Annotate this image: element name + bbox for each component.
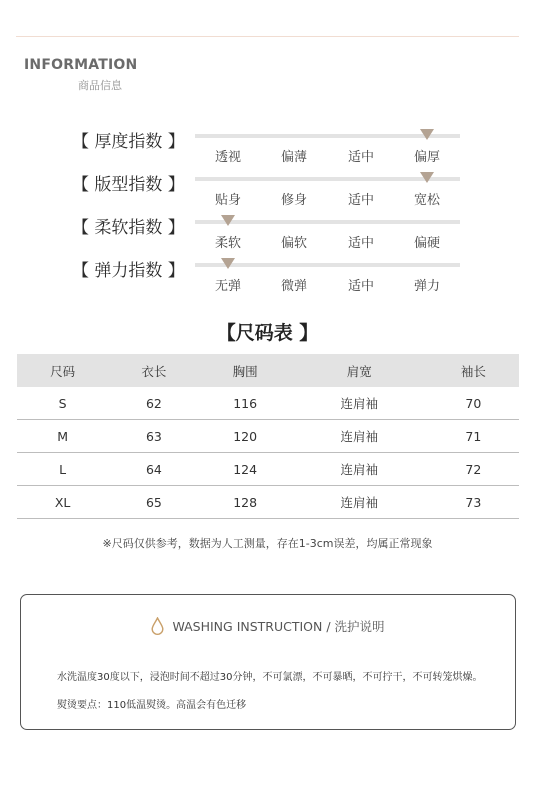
index-row [0, 213, 535, 253]
table-cell: XL [17, 486, 108, 519]
water-drop-icon [151, 617, 164, 638]
index-option: 偏软 [280, 236, 308, 251]
table-cell: 连肩袖 [291, 420, 428, 453]
washing-instruction-box [20, 594, 516, 730]
table-cell: 128 [200, 486, 291, 519]
table-cell: S [17, 387, 108, 420]
header-sleeve: 袖长 [428, 354, 519, 387]
index-option: 偏薄 [280, 150, 308, 165]
index-marker-icon [221, 258, 235, 269]
index-row [0, 170, 535, 210]
header-length: 衣长 [108, 354, 199, 387]
index-option: 透视 [214, 150, 242, 165]
table-cell: L [17, 453, 108, 486]
washing-line-1: 水洗温度30度以下，浸泡时间不超过30分钟，不可氯漂，不可暴晒，不可拧干，不可转笼烘燥。 [57, 672, 483, 683]
index-label: 【 厚度指数 】 [72, 132, 185, 152]
table-cell: 71 [428, 420, 519, 453]
table-row [17, 387, 519, 420]
index-option: 适中 [347, 236, 375, 251]
table-cell: 73 [428, 486, 519, 519]
index-option: 偏硬 [413, 236, 441, 251]
table-cell: 124 [200, 453, 291, 486]
index-option: 微弹 [280, 279, 308, 294]
index-option: 适中 [347, 279, 375, 294]
washing-header [21, 617, 515, 638]
table-cell: 65 [108, 486, 199, 519]
header-chest: 胸围 [200, 354, 291, 387]
info-title: INFORMATION [24, 57, 138, 73]
index-marker-icon [420, 129, 434, 140]
table-cell: 72 [428, 453, 519, 486]
table-cell: 63 [108, 420, 199, 453]
header-shoulder: 肩宽 [291, 354, 428, 387]
index-option: 适中 [347, 193, 375, 208]
table-cell: 连肩袖 [291, 486, 428, 519]
header-size: 尺码 [17, 354, 108, 387]
table-cell: 连肩袖 [291, 387, 428, 420]
table-cell: 64 [108, 453, 199, 486]
size-table [17, 354, 519, 519]
index-option: 贴身 [214, 193, 242, 208]
index-row [0, 127, 535, 167]
index-marker-icon [221, 215, 235, 226]
index-label: 【 柔软指数 】 [72, 218, 185, 238]
size-chart-title: 【尺码表 】 [216, 322, 319, 344]
index-option: 柔软 [214, 236, 242, 251]
index-marker-icon [420, 172, 434, 183]
info-subtitle: 商品信息 [78, 79, 122, 92]
washing-title: WASHING INSTRUCTION / 洗护说明 [172, 619, 385, 634]
top-divider [16, 36, 519, 37]
table-cell: M [17, 420, 108, 453]
index-label: 【 弹力指数 】 [72, 261, 185, 281]
washing-line-2: 熨烫要点：110低温熨烫。高温会有色迁移 [57, 700, 247, 711]
table-cell: 连肩袖 [291, 453, 428, 486]
table-row [17, 486, 519, 519]
table-row [17, 453, 519, 486]
index-option: 宽松 [413, 193, 441, 208]
table-cell: 62 [108, 387, 199, 420]
index-row [0, 256, 535, 296]
table-row [17, 420, 519, 453]
index-option: 适中 [347, 150, 375, 165]
index-option: 修身 [280, 193, 308, 208]
index-label: 【 版型指数 】 [72, 175, 185, 195]
index-option: 偏厚 [413, 150, 441, 165]
table-header-row [17, 354, 519, 387]
table-cell: 116 [200, 387, 291, 420]
index-option: 弹力 [413, 279, 441, 294]
table-cell: 70 [428, 387, 519, 420]
index-option: 无弹 [214, 279, 242, 294]
table-cell: 120 [200, 420, 291, 453]
size-note: ※尺码仅供参考，数据为人工测量，存在1-3cm误差，均属正常现象 [102, 537, 433, 550]
